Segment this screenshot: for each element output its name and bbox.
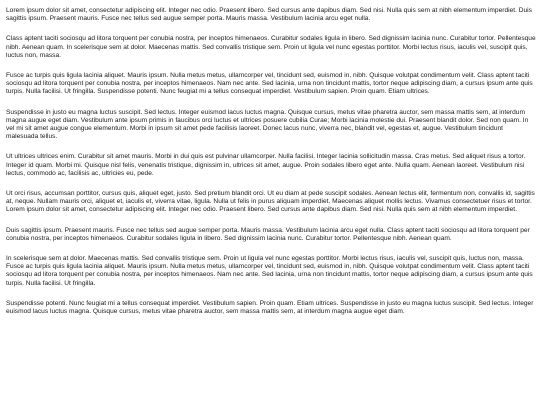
paragraph-8: In scelerisque sem at dolor. Maecenas mattis. Sed convallis tristique sem. Proin ut ligula vel nunc egestas porttitor. Morbi lectus risus, iaculis vel, suscipit quis, luctus non, massa. Fusce ac turpis quis ligula lacinia aliquet. Mauris ipsum. Nulla metus metus, ullamcorper vel, tincidunt sed, euismod in, nibh. Quisque volutpat condimentum velit. Class aptent taciti sociosqu ad litora torquent per conubia nostra, per inceptos himenaeos. Nam nec ante. Sed lacinia, urna non tincidunt mattis, tortor neque adipiscing diam, a cursus ipsum ante quis turpis. Nulla facilisi. Ut fringilla. bbox=[6, 255, 533, 287]
paragraph-1: Lorem ipsum dolor sit amet, consectetur adipiscing elit. Integer nec odio. Praesent libero. Sed cursus ante dapibus diam. Sed nisi. Nulla quis sem at nibh elementum imperdiet. Duis sagittis ipsum. Praesent mauris. Fusce nec tellus sed augue semper porta. Mauris massa. Vestibulum lacinia arcu eget nulla. bbox=[6, 7, 532, 23]
paragraph-5: Ut ultrices ultrices enim. Curabitur sit amet mauris. Morbi in dui quis est pulvinar ullamcorper. Nulla facilisi. Integer lacinia sollicitudin massa. Cras metus. Sed aliquet risus a tortor. Integer id quam. Morbi mi. Quisque nisl felis, venenatis tristique, dignissim in, ultrices sit amet, augue. Proin sodales libero eget ante. Nulla quam. Aenean laoreet. Vestibulum nisi lectus, commodo ac, facilisis ac, ultricies eu, pede. bbox=[6, 153, 526, 177]
paragraph-4: Suspendisse in justo eu magna luctus suscipit. Sed lectus. Integer euismod lacus luctus magna. Quisque cursus, metus vitae pharetra auctor, sem massa mattis sem, at interdum magna augue eget diam. Vestibulum ante ipsum primis in faucibus orci luctus et ultrices posuere cubilia Curae; Morbi lacinia molestie dui. Praesent blandit dolor. Sed non quam. In vel mi sit amet augue congue elementum. Morbi in ipsum sit amet pede facilisis laoreet. Donec lacus nunc, viverra nec, blandit vel, egestas et, augue. Vestibulum tincidunt malesuada tellus. bbox=[6, 108, 529, 141]
paragraph-9: Suspendisse potenti. Nunc feugiat mi a tellus consequat imperdiet. Vestibulum sapien. Proin quam. Etiam ultrices. Suspendisse in justo eu magna luctus suscipit. Sed lectus. Integer euismod lacus luctus magna. Quisque cursus, metus vitae pharetra auctor, sem massa mattis sem, at interdum magna augue eget diam. bbox=[6, 299, 534, 316]
paragraph-3: Fusce ac turpis quis ligula lacinia aliquet. Mauris ipsum. Nulla metus metus, ullamcorper vel, tincidunt sed, euismod in, nibh. Quisque volutpat condimentum velit. Class aptent taciti sociosqu ad litora torquent per conubia nostra, per inceptos himenaeos. Nam nec ante. Sed lacinia, urna non tincidunt mattis, tortor neque adipiscing diam, a cursus ipsum ante quis turpis. Nulla facilisi. Ut fringilla. Suspendisse potenti. Nunc feugiat mi a tellus consequat imperdiet. Vestibulum sapien. Proin quam. Etiam ultrices. bbox=[6, 72, 533, 96]
paragraph-7: Duis sagittis ipsum. Praesent mauris. Fusce nec tellus sed augue semper porta. Mauris massa. Vestibulum lacinia arcu eget nulla. Class aptent taciti sociosqu ad litora torquent per conubia nostra, per inceptos himenaeos. Curabitur sodales ligula in libero. Sed dignissim lacinia nunc. Curabitur tortor. Pellentesque nibh. Aenean quam. bbox=[6, 226, 530, 242]
paragraph-2: Class aptent taciti sociosqu ad litora torquent per conubia nostra, per inceptos himenaeos. Curabitur sodales ligula in libero. Sed dignissim lacinia nunc. Curabitur tortor. Pellentesque nibh. Aenean quam. In scelerisque sem at dolor. Maecenas mattis. Sed convallis tristique sem. Proin ut ligula vel nunc egestas porttitor. Morbi lectus risus, iaculis vel, suscipit quis, luctus non, massa. bbox=[6, 35, 536, 59]
document-body bbox=[6, 7, 536, 328]
paragraph-6: Ut orci risus, accumsan porttitor, cursus quis, aliquet eget, justo. Sed pretium blandit orci. Ut eu diam at pede suscipit sodales. Aenean lectus elit, fermentum non, convallis id, sagittis at, neque. Nullam mauris orci, aliquet et, iaculis et, viverra vitae, ligula. Nulla ut felis in purus aliquam imperdiet. Maecenas aliquet mollis lectus. Vivamus consectetuer risus et tortor. Lorem ipsum dolor sit amet, consectetur adipiscing elit. Integer nec odio. Praesent libero. Sed cursus ante dapibus diam. Sed nisi. Nulla quis sem at nibh elementum imperdiet. bbox=[6, 190, 535, 214]
